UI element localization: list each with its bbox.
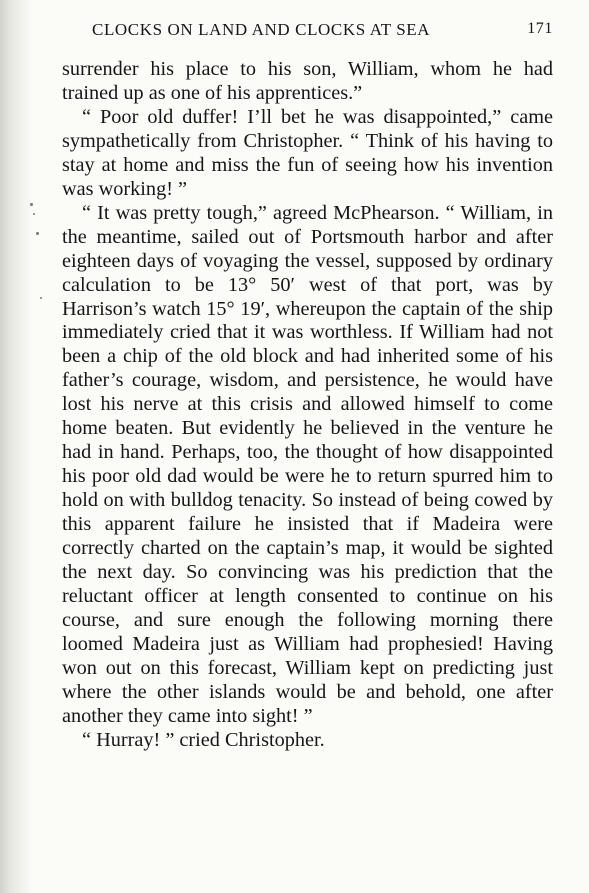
- paragraph-continued: surrender his place to his son, William, whom he had trained up as one of his apprentices.”: [62, 58, 553, 104]
- ink-speck: [33, 213, 35, 215]
- ink-speck: [36, 232, 39, 235]
- ink-speck: [30, 203, 33, 206]
- running-header: [62, 20, 553, 46]
- paragraph: “ Poor old duffer! I’ll bet he was disappointed,” came sympathetically from Christopher. “ Think of his having to stay at home and miss the fun of seeing how his invention was working! ”: [62, 105, 553, 200]
- page-spine-shadow: [0, 0, 34, 893]
- page-body: [62, 58, 553, 753]
- paragraph: “ It was pretty tough,” agreed McPhearson. “ William, in the meantime, sailed out of Portsmouth harbor and after eighteen days of voyaging the vessel, supposed by ordinary calculation to be 13° 50′ west of that port, was by Harrison’s watch 15° 19′, whereupon the captain of the ship immediately cried that it was worthless. If William had not been a chip of the old block and had inherited some of his father’s courage, wisdom, and persistence, he would have lost his nerve at this crisis and allowed himself to come home beaten. But evidently he believed in the venture he had in hand. Perhaps, too, the thought of how disappointed his poor old dad would be were he to return spurred him to hold on with bulldog tenacity. So instead of being cowed by this apparent failure he insisted that if Madeira were correctly charted on the captain’s map, it would be sighted the next day. So convincing was his prediction that the reluctant officer at length consented to continue on his course, and sure enough the following morning there loomed Madeira just as William had prophesied! Having won out on this forecast, William kept on predicting just where the other islands would be and behold, one after another they came into sight! ”: [62, 201, 553, 727]
- ink-speck: [40, 297, 42, 299]
- page-number: 171: [527, 20, 553, 37]
- paragraph: “ Hurray! ” cried Christopher.: [82, 728, 325, 751]
- running-title: CLOCKS ON LAND AND CLOCKS AT SEA: [92, 20, 431, 39]
